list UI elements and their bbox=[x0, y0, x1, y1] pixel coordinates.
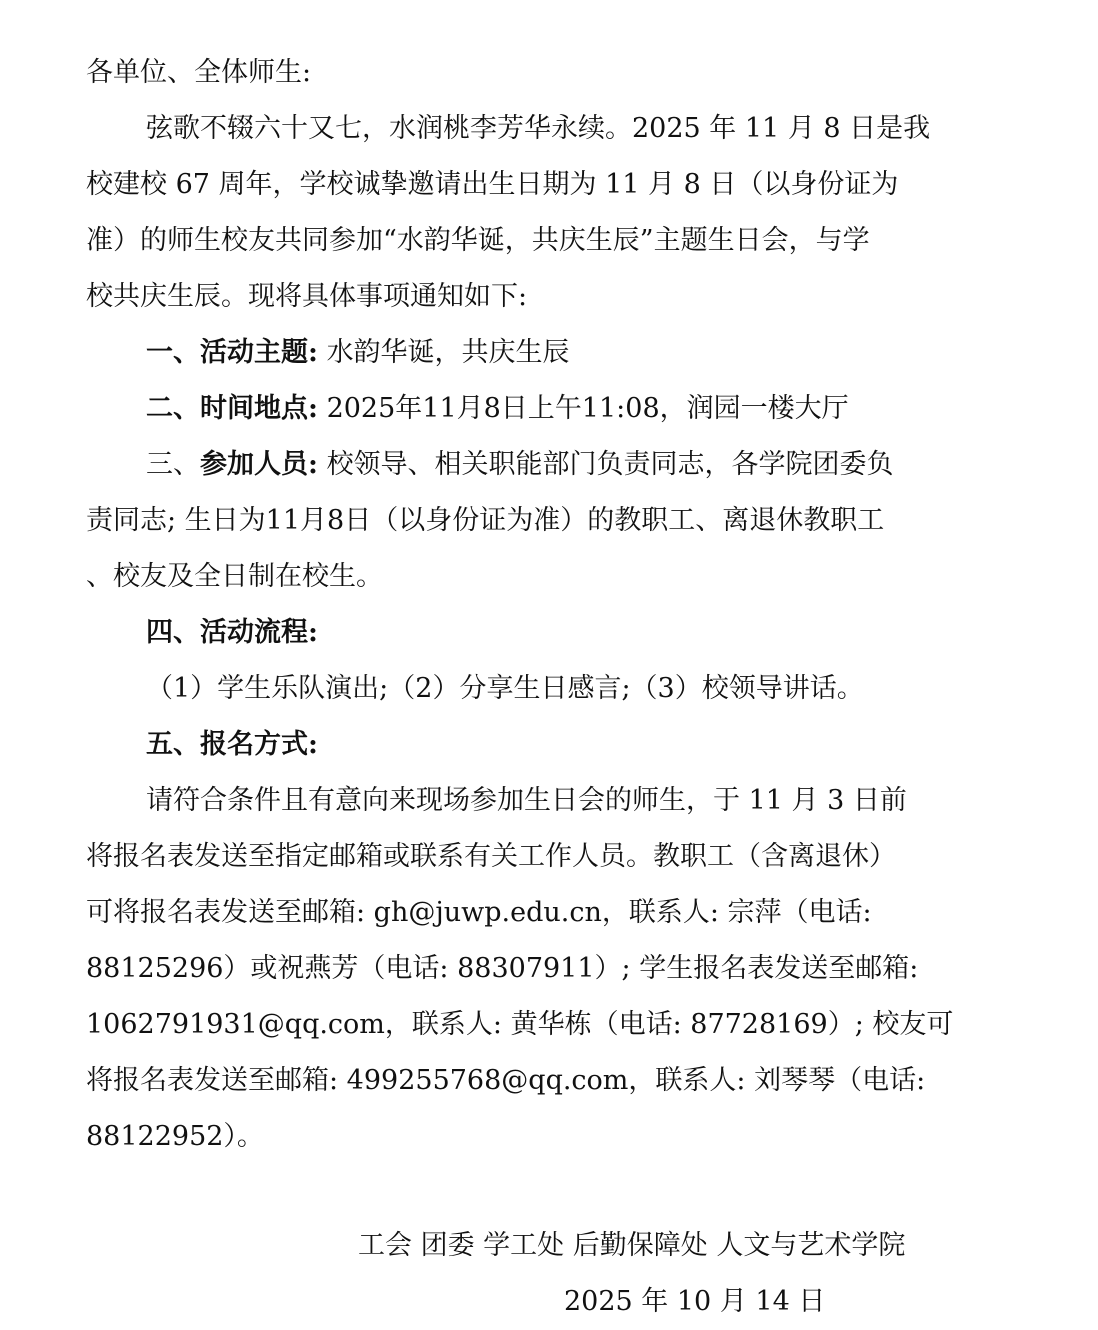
section-theme-label: 一、活动主题: bbox=[146, 337, 318, 368]
section-time-place bbox=[86, 381, 986, 437]
section-participants-line-3: 、校友及全日制在校生。 bbox=[86, 561, 383, 592]
section-time-place-label: 二、时间地点: bbox=[146, 393, 318, 424]
registration-line-7: 88122952）。 bbox=[86, 1121, 264, 1152]
registration-line-3: 可将报名表发送至邮箱: gh@juwp.edu.cn，联系人: 宗萍（电话: bbox=[86, 897, 872, 928]
section-participants bbox=[86, 437, 986, 493]
section-process-value: （1）学生乐队演出;（2）分享生日感言;（3）校领导讲话。 bbox=[146, 673, 864, 704]
section-participants-label: 参加人员: bbox=[200, 449, 318, 480]
section-theme-value: 水韵华诞，共庆生辰 bbox=[326, 337, 570, 368]
section-participants-line-1: 校领导、相关职能部门负责同志，各学院团委负 bbox=[326, 449, 894, 480]
registration-line-4: 88125296）或祝燕芳（电话: 88307911）; 学生报名表发送至邮箱: bbox=[86, 953, 919, 984]
section-registration-label: 五、报名方式: bbox=[146, 729, 318, 760]
notice-body bbox=[86, 45, 986, 1165]
intro-line-4: 校共庆生辰。现将具体事项通知如下: bbox=[86, 281, 528, 312]
registration-line-6: 将报名表发送至邮箱: 499255768@qq.com，联系人: 刘琴琴（电话: bbox=[86, 1065, 926, 1096]
intro-line-3: 准）的师生校友共同参加“水韵华诞，共庆生辰”主题生日会，与学 bbox=[86, 225, 870, 256]
section-participants-line-2: 责同志; 生日为11月8日（以身份证为准）的教职工、离退休教职工 bbox=[86, 505, 885, 536]
registration-line-1: 请符合条件且有意向来现场参加生日会的师生，于 11 月 3 日前 bbox=[146, 785, 907, 816]
registration-line-5: 1062791931@qq.com，联系人: 黄华栋（电话: 87728169）; 校友可 bbox=[86, 1009, 954, 1040]
section-time-place-value: 2025年11月8日上午11:08，润园一楼大厅 bbox=[326, 393, 849, 424]
section-theme bbox=[86, 325, 986, 381]
issuing-units: 工会 团委 学工处 后勤保障处 人文与艺术学院 bbox=[358, 1230, 906, 1261]
issue-date: 2025 年 10 月 14 日 bbox=[564, 1286, 826, 1317]
registration-line-2: 将报名表发送至指定邮箱或联系有关工作人员。教职工（含离退休） bbox=[86, 841, 896, 872]
section-participants-prefix: 三、 bbox=[146, 449, 200, 480]
intro-line-2: 校建校 67 周年，学校诚挚邀请出生日期为 11 月 8 日（以身份证为 bbox=[86, 169, 899, 200]
section-process-label: 四、活动流程: bbox=[146, 617, 318, 648]
intro-line-1: 弦歌不辍六十又七，水润桃李芳华永续。2025 年 11 月 8 日是我 bbox=[146, 113, 931, 144]
greeting: 各单位、全体师生: bbox=[86, 57, 312, 88]
